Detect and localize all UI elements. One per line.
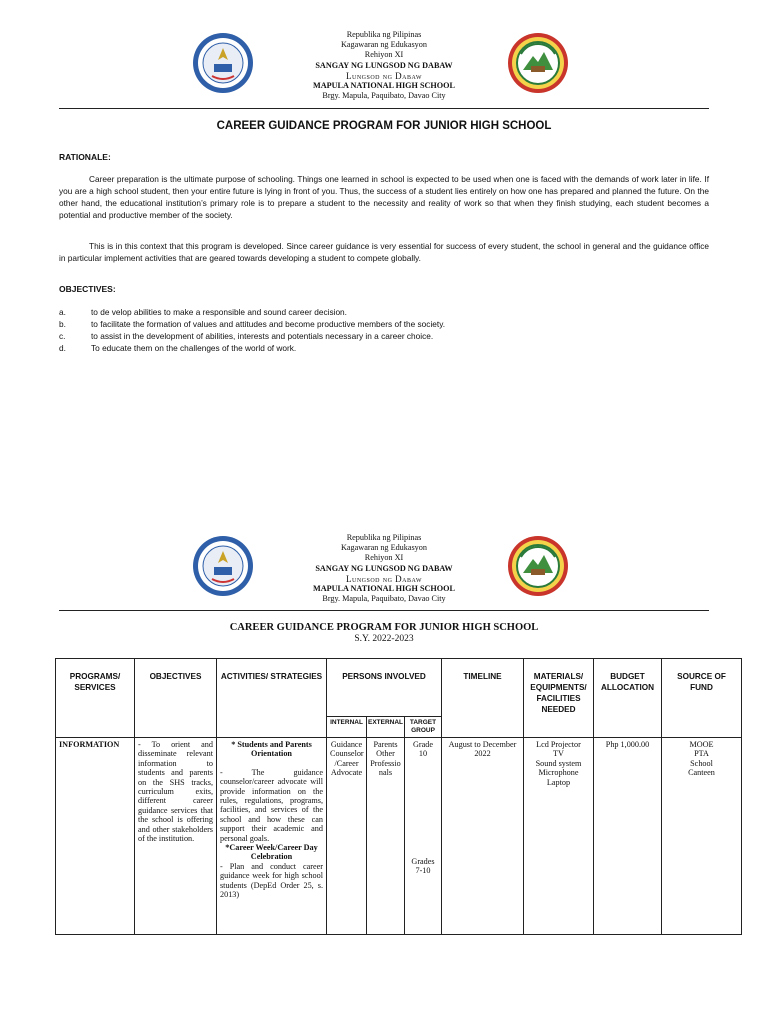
header-divider [59,610,709,611]
rationale-label: RATIONALE: [59,152,111,162]
cell-objective: - To orient and disseminate relevant information to students and parents on the SHS tracks, curriculum exits, different career guidance services that the school is offering and other stakeholders of the institution. [135,738,217,935]
target-group: Grade 10 [412,740,433,759]
cell-source [662,738,742,935]
header-objectives: OBJECTIVES [135,659,217,738]
rationale-paragraph-1: Career preparation is the ultimate purpose of schooling. Things one learned in school is expected to be used when one is faced with the demands of work later in life. If you are a high school student, then your entire future is lying in front of you. Thus, the success of a student lies entirely on how one has prepared and planned the future. On the other hand, the educational institution’s primary role is to prepare a student to the necessity and reality of work so that when they finish studying, each student becomes a potential and productive member of the society. [59,174,709,220]
activity-title: *Career Week/Career Day Celebration [225,843,318,862]
table-title: CAREER GUIDANCE PROGRAM FOR JUNIOR HIGH SCHOOL [229,622,539,633]
cell-internal: Guidance Counselor /Career Advocate [327,738,367,935]
objective-item [59,330,433,342]
header-timeline: TIMELINE [442,659,524,738]
material-item: Laptop [546,777,571,787]
objective-letter: c. [59,331,66,341]
cell-program: INFORMATION [56,738,135,935]
objective-item [59,318,445,330]
header-source: SOURCE OF FUND [662,659,742,738]
city-line: Lungsod ng Dabaw [345,573,422,584]
table-row [56,738,742,935]
header-persons: PERSONS INVOLVED [327,659,442,717]
school-year: S.Y. 2022-2023 [354,634,414,644]
material-item: TV [553,749,564,759]
division-line: SANGAY NG LUNGSOD NG DABAW [315,60,453,70]
fund-source: Canteen [688,768,715,778]
cell-target [405,738,442,935]
table-header-row [56,659,742,717]
region-line: Rehiyon XI [364,553,404,563]
fund-source: MOOE [689,740,714,749]
cell-activities [217,738,327,935]
header-divider [59,108,709,109]
objective-text: to facilitate the formation of values and attitudes and become productive members of the society. [91,319,446,329]
activity-text: - The guidance counselor/career advocate will provide information on the rules, regulations, programs, facilities, and services of the school and how these can support their academic and personal goals. [220,767,323,843]
objective-text: To educate them on the challenges of the world of work. [91,343,297,353]
material-item: Lcd Projector [536,740,581,749]
address-line: Brgy. Mapula, Paquibato, Davao City [322,91,446,101]
target-group: Grades 7-10 [411,856,435,876]
objective-text: to assist in the development of abilities, interests and potentials necessary in a career choice. [91,331,434,341]
school-seal-icon [507,32,569,94]
rationale-paragraph-2: This is in this context that this program is developed. Since career guidance is very essential for success of every student, the school in general and the guidance office in particular implement activities that are geared towards developing a student to compete globally. [59,241,709,263]
objective-item [59,342,296,354]
header-budget: BUDGET ALLOCATION [594,659,662,738]
activity-text: - Plan and conduct career guidance week for high school students (DepEd Order 25, s. 2013) [220,861,323,900]
school-seal-icon [507,535,569,597]
city-line: Lungsod ng Dabaw [345,70,422,81]
material-item: Sound system [535,758,582,768]
header-target: TARGET GROUP [405,717,442,738]
objective-letter: b. [59,319,66,329]
republic-line: Republika ng Pilipinas [346,30,422,39]
header-programs: PROGRAMS/ SERVICES [56,659,135,738]
program-table [55,658,742,935]
header-external: EXTERNAL [367,717,405,738]
school-line: MAPULA NATIONAL HIGH SCHOOL [312,81,455,91]
material-item: Microphone [538,768,579,778]
address-line: Brgy. Mapula, Paquibato, Davao City [322,594,446,604]
school-line: MAPULA NATIONAL HIGH SCHOOL [312,584,455,594]
fund-source: PTA [694,749,709,759]
cell-materials [524,738,594,935]
republic-line: Republika ng Pilipinas [346,533,422,542]
page-title: CAREER GUIDANCE PROGRAM FOR JUNIOR HIGH SCHOOL [216,120,552,132]
objective-item [59,306,347,318]
header-internal: INTERNAL [327,717,367,738]
department-line: Kagawaran ng Edukasyon [341,543,427,553]
activity-title: * Students and Parents Orientation [231,740,312,759]
header-activities: ACTIVITIES/ STRATEGIES [217,659,327,738]
cell-external: Parents Other Professio nals [367,738,405,935]
letterhead-bottom [0,533,768,613]
objective-letter: d. [59,343,66,353]
cell-budget: Php 1,000.00 [594,738,662,935]
header-materials: MATERIALS/ EQUIPMENTS/ FACILITIES NEEDED [524,659,594,738]
division-line: SANGAY NG LUNGSOD NG DABAW [315,563,453,573]
department-line: Kagawaran ng Edukasyon [341,40,427,50]
region-line: Rehiyon XI [364,50,404,60]
letterhead-top [0,30,768,110]
objective-letter: a. [59,307,66,317]
objectives-label: OBJECTIVES: [59,284,116,294]
fund-source: School [690,758,713,768]
cell-timeline: August to December 2022 [442,738,524,935]
objective-text: to de velop abilities to make a responsible and sound career decision. [91,307,347,317]
